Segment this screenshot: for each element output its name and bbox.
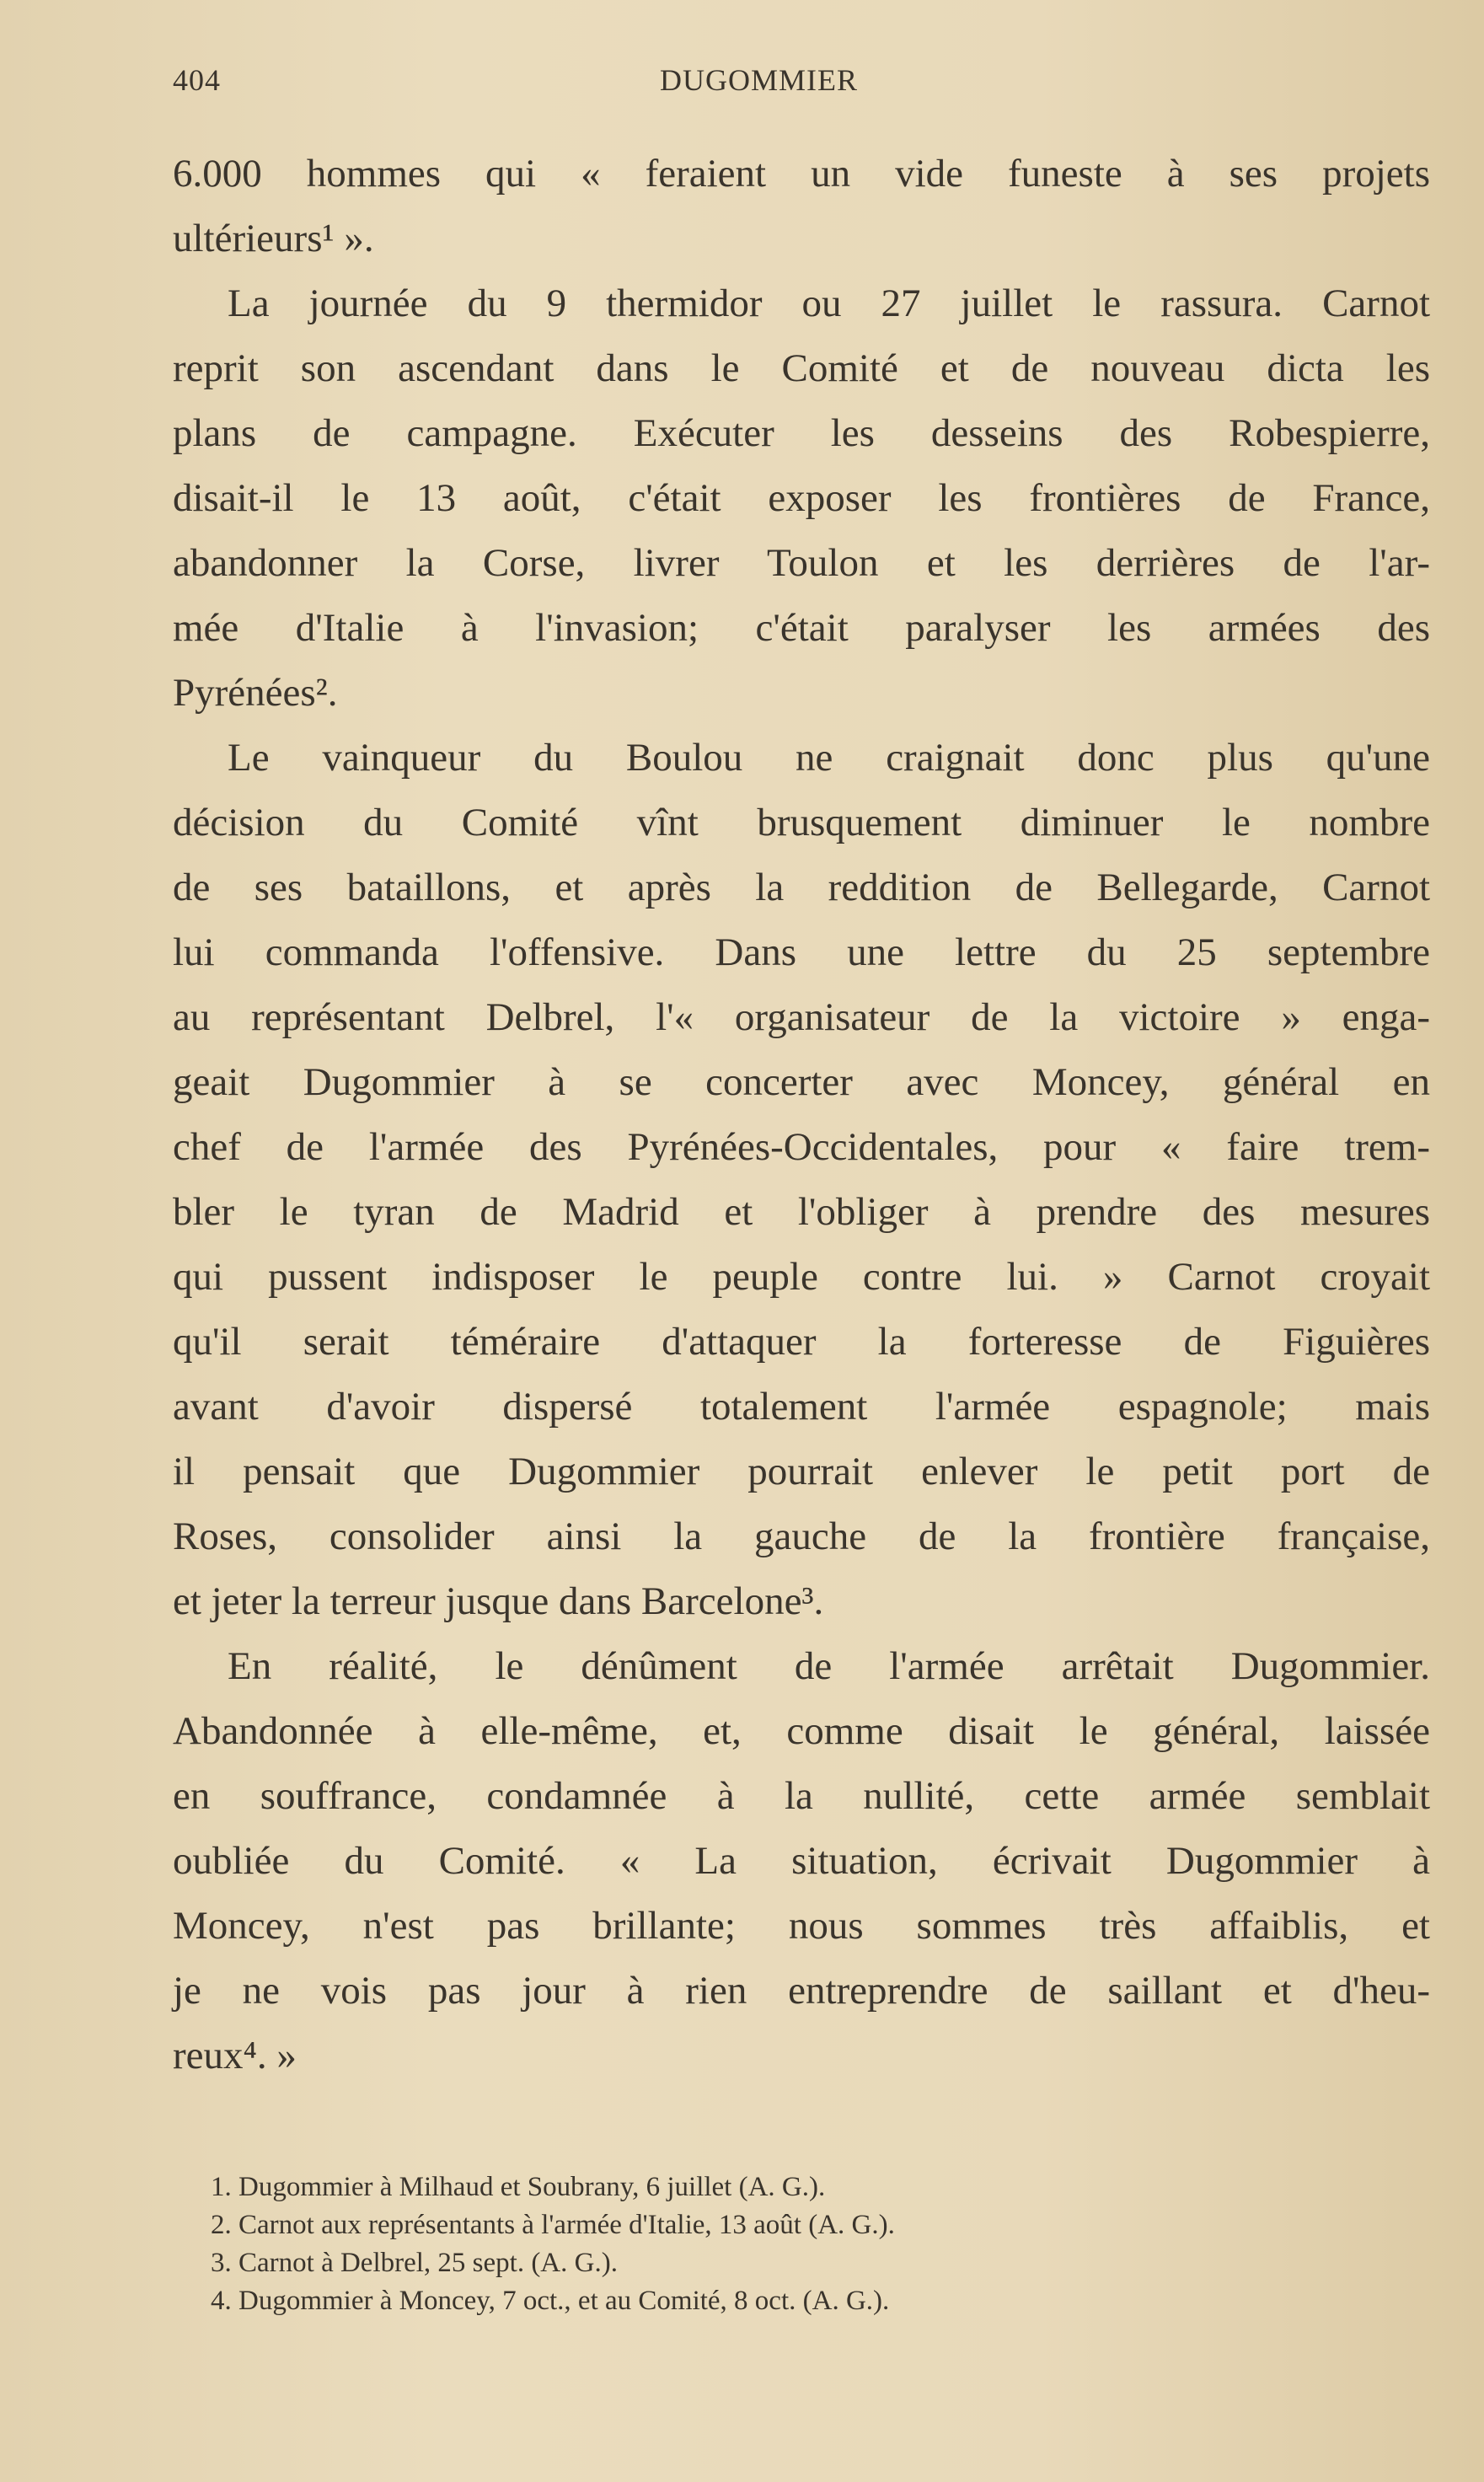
body-line: abandonner la Corse, livrer Toulon et les derrières de l'ar- bbox=[173, 541, 1430, 585]
body-line: avant d'avoir dispersé totalement l'armée espagnole; mais bbox=[173, 1385, 1430, 1429]
body-line: décision du Comité vînt brusquement diminuer le nombre bbox=[173, 801, 1430, 844]
body-line: En réalité, le dénûment de l'armée arrêtait Dugommier. bbox=[228, 1644, 1430, 1688]
body-line: geait Dugommier à se concerter avec Moncey, général en bbox=[173, 1060, 1430, 1104]
page-number: 404 bbox=[173, 63, 221, 97]
footnote: 2. Carnot aux représentants à l'armée d'Italie, 13 août (A. G.). bbox=[211, 2210, 895, 2240]
body-line: au représentant Delbrel, l'« organisateur de la victoire » enga- bbox=[173, 995, 1430, 1039]
body-line: en souffrance, condamnée à la nullité, cette armée semblait bbox=[173, 1774, 1430, 1818]
body-line: Roses, consolider ainsi la gauche de la frontière française, bbox=[173, 1514, 1430, 1558]
body-line: reux⁴. » bbox=[173, 2034, 297, 2077]
body-line: je ne vois pas jour à rien entreprendre de saillant et d'heu- bbox=[173, 1969, 1430, 2013]
body-line: disait-il le 13 août, c'était exposer les frontières de France, bbox=[173, 476, 1430, 520]
body-line: Le vainqueur du Boulou ne craignait donc plus qu'une bbox=[228, 736, 1430, 780]
body-line: Moncey, n'est pas brillante; nous sommes très affaiblis, et bbox=[173, 1904, 1430, 1948]
body-line: oubliée du Comité. « La situation, écrivait Dugommier à bbox=[173, 1839, 1430, 1883]
body-line: reprit son ascendant dans le Comité et de nouveau dicta les bbox=[173, 346, 1430, 390]
footnote: 1. Dugommier à Milhaud et Soubrany, 6 juillet (A. G.). bbox=[211, 2172, 826, 2202]
footnote: 3. Carnot à Delbrel, 25 sept. (A. G.). bbox=[211, 2248, 618, 2278]
body-line: bler le tyran de Madrid et l'obliger à prendre des mesures bbox=[173, 1190, 1430, 1234]
footnote: 4. Dugommier à Moncey, 7 oct., et au Comité, 8 oct. (A. G.). bbox=[211, 2286, 890, 2316]
body-line: lui commanda l'offensive. Dans une lettre du 25 septembre bbox=[173, 930, 1430, 974]
body-line: ultérieurs¹ ». bbox=[173, 217, 374, 260]
body-line: de ses bataillons, et après la reddition de Bellegarde, Carnot bbox=[173, 866, 1430, 909]
body-line: chef de l'armée des Pyrénées-Occidentales, pour « faire trem- bbox=[173, 1125, 1430, 1169]
running-title: DUGOMMIER bbox=[659, 63, 858, 97]
body-line: La journée du 9 thermidor ou 27 juillet le rassura. Carnot bbox=[228, 281, 1430, 325]
body-line: mée d'Italie à l'invasion; c'était paralyser les armées des bbox=[173, 606, 1430, 650]
body-line: qui pussent indisposer le peuple contre lui. » Carnot croyait bbox=[173, 1255, 1430, 1299]
body-line: 6.000 hommes qui « feraient un vide funeste à ses projets bbox=[173, 152, 1430, 196]
body-line: et jeter la terreur jusque dans Barcelone³. bbox=[173, 1579, 824, 1623]
body-line: plans de campagne. Exécuter les desseins des Robespierre, bbox=[173, 411, 1430, 455]
body-line: Abandonnée à elle-même, et, comme disait le général, laissée bbox=[173, 1709, 1430, 1753]
body-line: Pyrénées². bbox=[173, 671, 338, 715]
body-line: qu'il serait téméraire d'attaquer la forteresse de Figuières bbox=[173, 1320, 1430, 1364]
body-line: il pensait que Dugommier pourrait enlever le petit port de bbox=[173, 1450, 1430, 1493]
